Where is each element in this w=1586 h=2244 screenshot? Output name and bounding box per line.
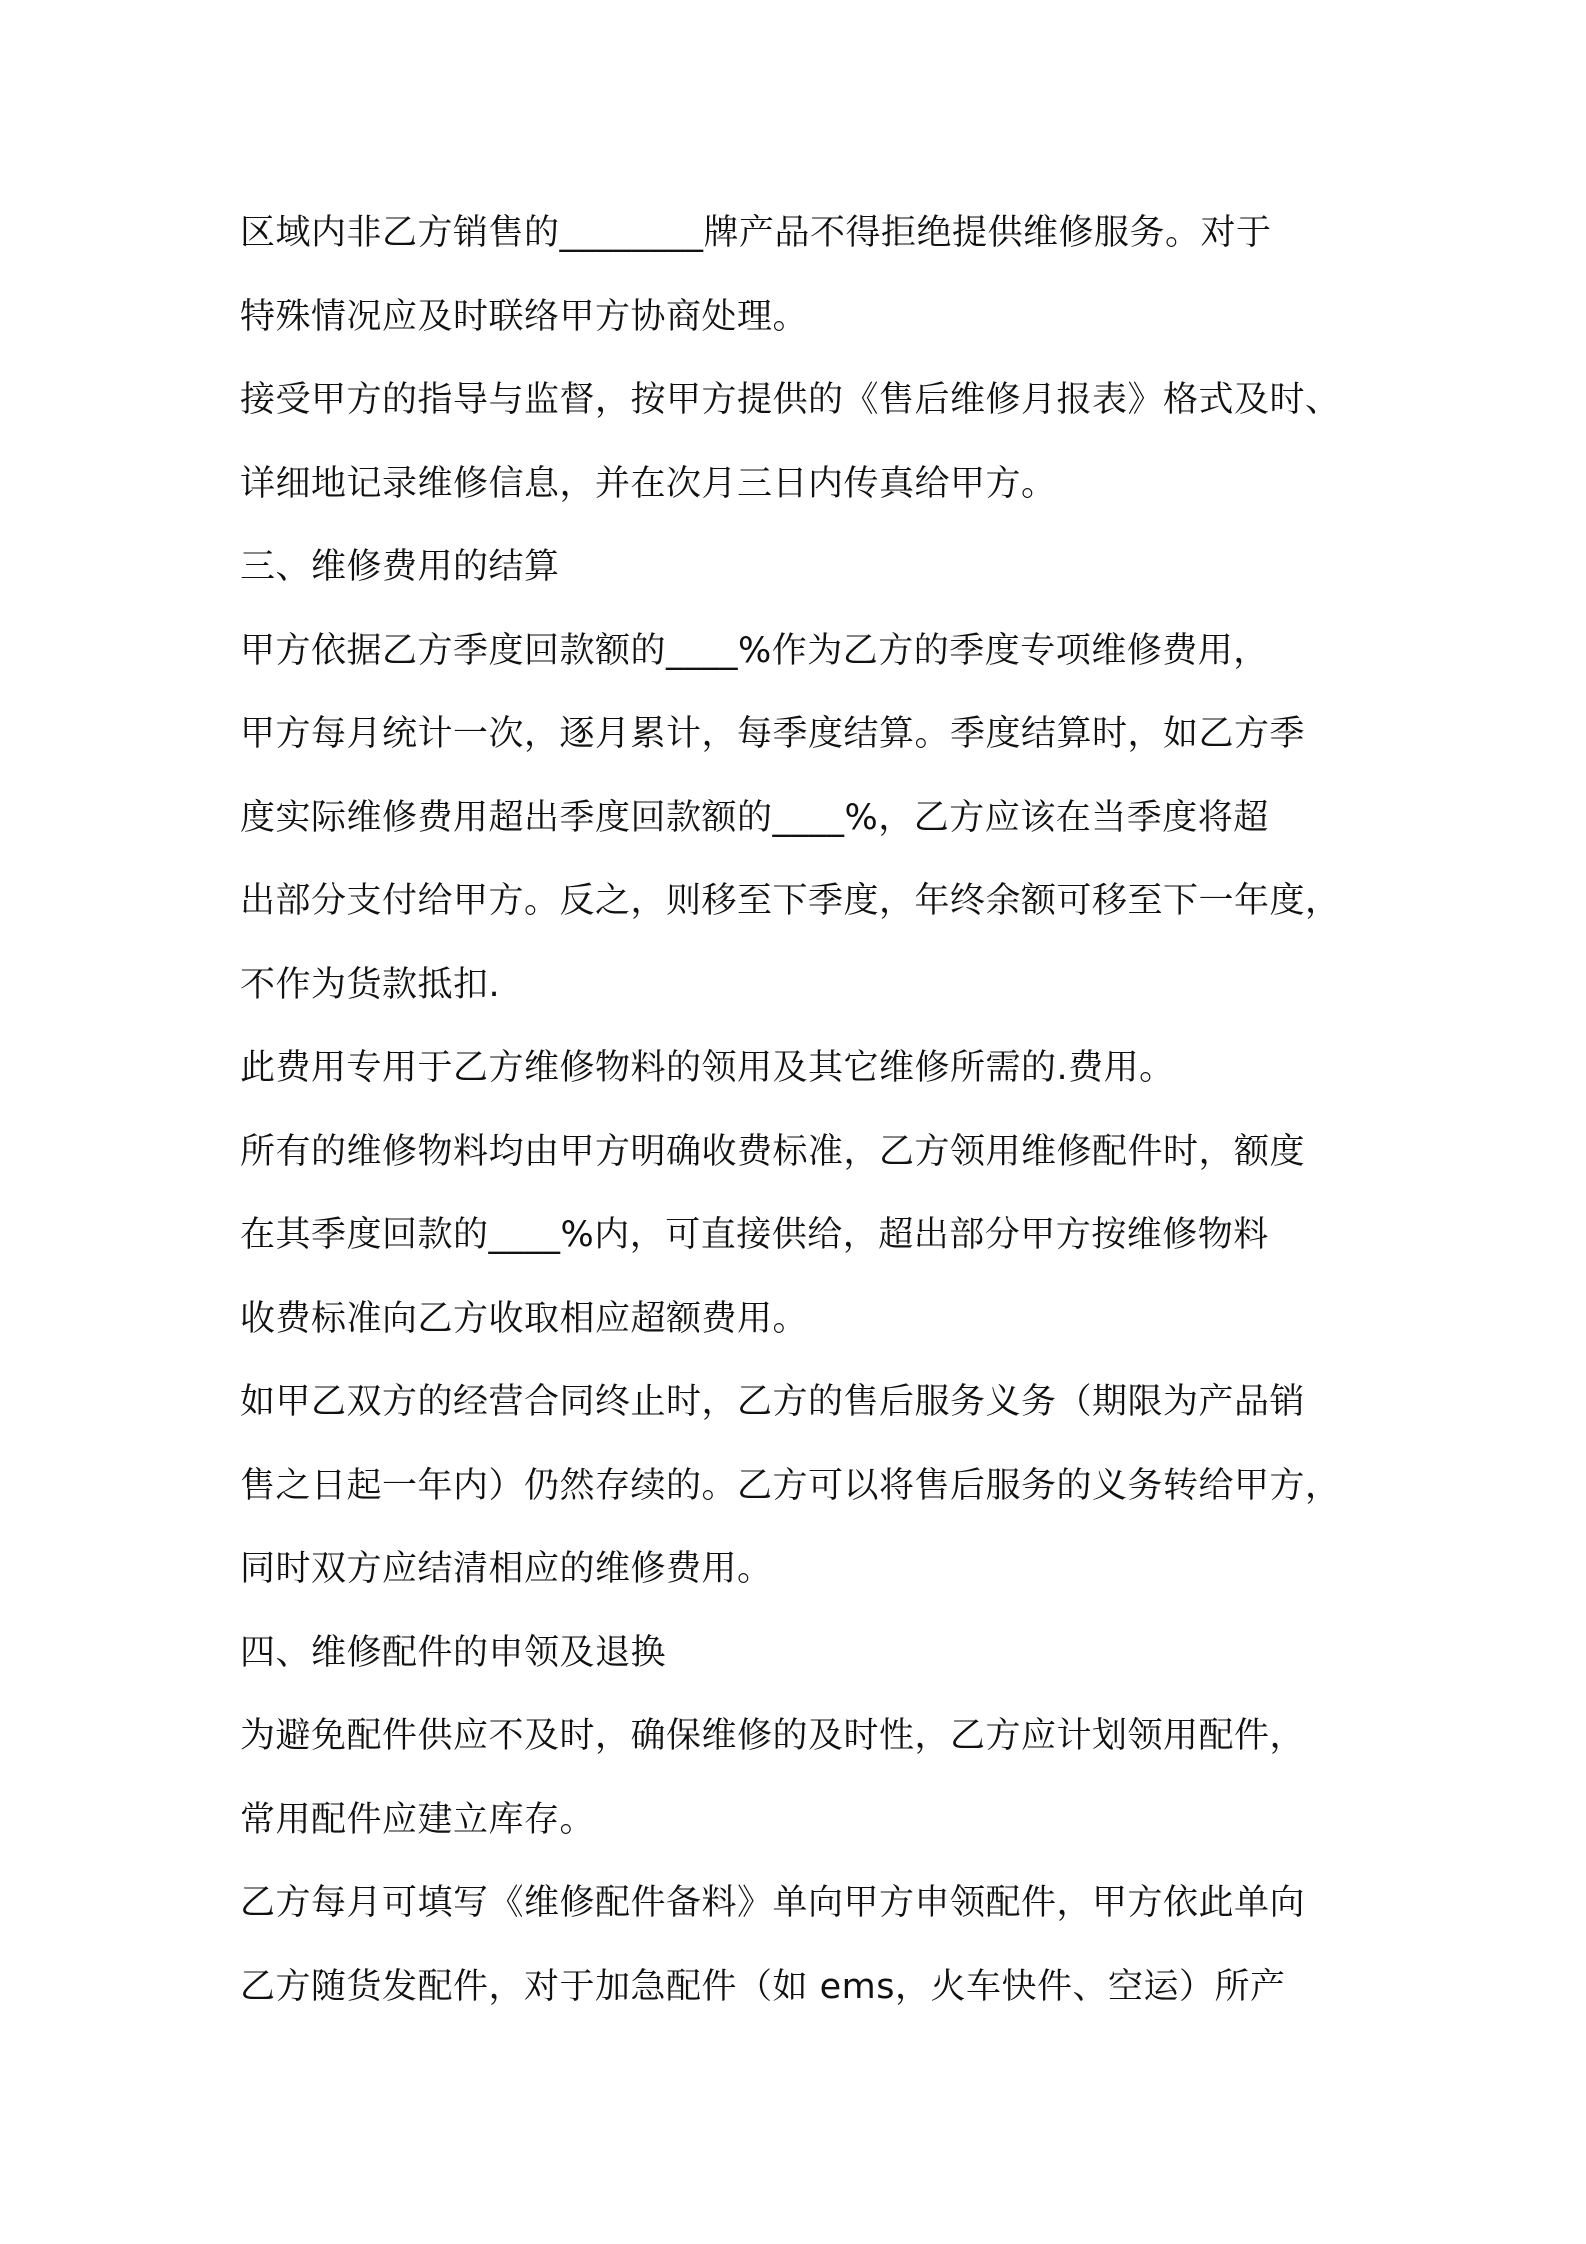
text-line: 此费用专用于乙方维修物料的领用及其它维修所需的.费用。	[240, 1048, 1175, 1088]
text-line: 如甲乙双方的经营合同终止时，乙方的售后服务义务（期限为产品销	[240, 1382, 1306, 1422]
text-line: 特殊情况应及时联络甲方协商处理。	[240, 296, 809, 337]
text-line: 在其季度回款的____%内，可直接供给，超出部分甲方按维修物料	[240, 1215, 1269, 1255]
section-heading: 三、维修费用的结算	[240, 547, 560, 587]
text-line: 乙方随货发配件，对于加急配件（如 ems，火车快件、空运）所产	[240, 1966, 1286, 2007]
section-heading: 四、维修配件的申领及退换	[240, 1632, 667, 1673]
text-line: 区域内非乙方销售的________牌产品不得拒绝提供维修服务。对于	[240, 213, 1272, 253]
text-line: 同时双方应结清相应的维修费用。	[240, 1549, 773, 1589]
text-line: 不作为货款抵扣.	[240, 964, 501, 1005]
text-line: 甲方依据乙方季度回款额的____%作为乙方的季度专项维修费用，	[240, 630, 1269, 671]
text-line: 所有的维修物料均由甲方明确收费标准，乙方领用维修配件时，额度	[240, 1131, 1306, 1172]
text-line: 售之日起一年内）仍然存续的。乙方可以将售后服务的义务转给甲方，	[240, 1465, 1341, 1506]
text-line: 度实际维修费用超出季度回款额的____%，乙方应该在当季度将超	[240, 797, 1269, 838]
text-line: 详细地记录维修信息，并在次月三日内传真给甲方。	[240, 463, 1057, 504]
text-line: 收费标准向乙方收取相应超额费用。	[240, 1298, 809, 1339]
text-line: 接受甲方的指导与监督，按甲方提供的《售后维修月报表》格式及时、	[240, 380, 1341, 420]
text-line: 常用配件应建立库存。	[240, 1799, 596, 1840]
text-line: 甲方每月统计一次，逐月累计，每季度结算。季度结算时，如乙方季	[240, 714, 1306, 754]
text-line: 出部分支付给甲方。反之，则移至下季度，年终余额可移至下一年度，	[240, 881, 1341, 921]
text-line: 乙方每月可填写《维修配件备料》单向甲方申领配件，甲方依此单向	[240, 1883, 1306, 1923]
text-line: 为避免配件供应不及时，确保维修的及时性，乙方应计划领用配件，	[240, 1716, 1306, 1756]
document-body	[240, 192, 1360, 2029]
